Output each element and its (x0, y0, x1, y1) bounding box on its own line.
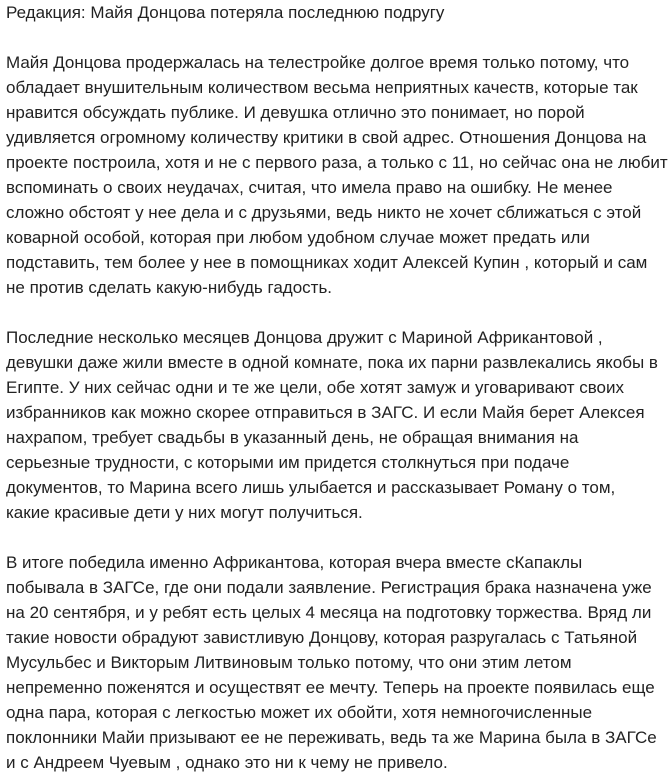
spacer (6, 300, 666, 325)
text-line: подставить, тем более у нее в помощниках ходит Алексей Купин , который и сам (6, 253, 648, 272)
text-line: коварной особой, которая при любом удобном случае может предать или (6, 228, 590, 247)
text-line: Мусульбес и Викторым Литвиновым только потому, что они этим летом (6, 653, 572, 672)
article-paragraph-2 (6, 325, 666, 525)
text-line: сложно обстоят у нее дела и с друзьями, ведь никто не хочет сближаться с этой (6, 203, 642, 222)
text-line: серьезные трудности, с которыми им придется столкнуться при подаче (6, 453, 570, 472)
text-line: вспоминать о своих неудачах, считая, что имела право на ошибку. Не менее (6, 178, 613, 197)
spacer (6, 525, 666, 550)
text-line: одна пара, которая с легкостью может их обойти, хотя немногочисленные (6, 703, 593, 722)
text-line: нахрапом, требует свадьбы в указанный день, не обращая внимания на (6, 428, 579, 447)
text-line: поклонники Майи призывают ее не переживать, ведь та же Марина была в ЗАГСе (6, 728, 657, 747)
article-headline: Редакция: Майя Донцова потеряла последнюю подругу (6, 3, 445, 22)
text-line: В итоге победила именно Африкантова, которая вчера вместе сКапаклы (6, 553, 583, 572)
text-line: не против сделать какую-нибудь гадость. (6, 278, 333, 297)
text-line: такие новости обрадуют завистливую Донцову, которая разругалась с Татьяной (6, 628, 638, 647)
text-line: проекте построила, хотя и не с первого раза, а только с 11, но сейчас она не любит (6, 153, 668, 172)
spacer (6, 25, 666, 50)
text-line: удивляется огромному количеству критики в свой адрес. Отношения Донцова на (6, 128, 647, 147)
text-line: Египте. У них сейчас одни и те же цели, обе хотят замуж и уговаривают своих (6, 378, 625, 397)
text-line: обладает внушительным количеством весьма неприятных качеств, которые так (6, 78, 638, 97)
article-paragraph-1 (6, 50, 666, 300)
text-line: Майя Донцова продержалась на телестройке долгое время только потому, что (6, 53, 630, 72)
text-line: девушки даже жили вместе в одной комнате, пока их парни развлекались якобы в (6, 353, 658, 372)
text-line: непременно поженятся и осуществят ее мечту. Теперь на проекте появилась еще (6, 678, 655, 697)
text-line: избранников как можно скорее отправиться в ЗАГС. И если Майя берет Алексея (6, 403, 645, 422)
text-line: документов, то Марина всего лишь улыбается и рассказывает Роману о том, (6, 478, 616, 497)
article-paragraph-3 (6, 550, 666, 775)
text-line: какие красивые дети у них могут получиться. (6, 503, 363, 522)
text-line: и с Андреем Чуевым , однако это ни к чему не привело. (6, 753, 448, 772)
text-line: нравится обсуждать публике. И девушка отлично это понимает, но порой (6, 103, 585, 122)
text-line: побывала в ЗАГСе, где они подали заявление. Регистрация брака назначена уже (6, 578, 652, 597)
text-line: Последние несколько месяцев Донцова дружит с Мариной Африкантовой , (6, 328, 603, 347)
text-line: на 20 сентября, и у ребят есть целых 4 месяца на подготовку торжества. Вряд ли (6, 603, 652, 622)
article (6, 0, 666, 775)
